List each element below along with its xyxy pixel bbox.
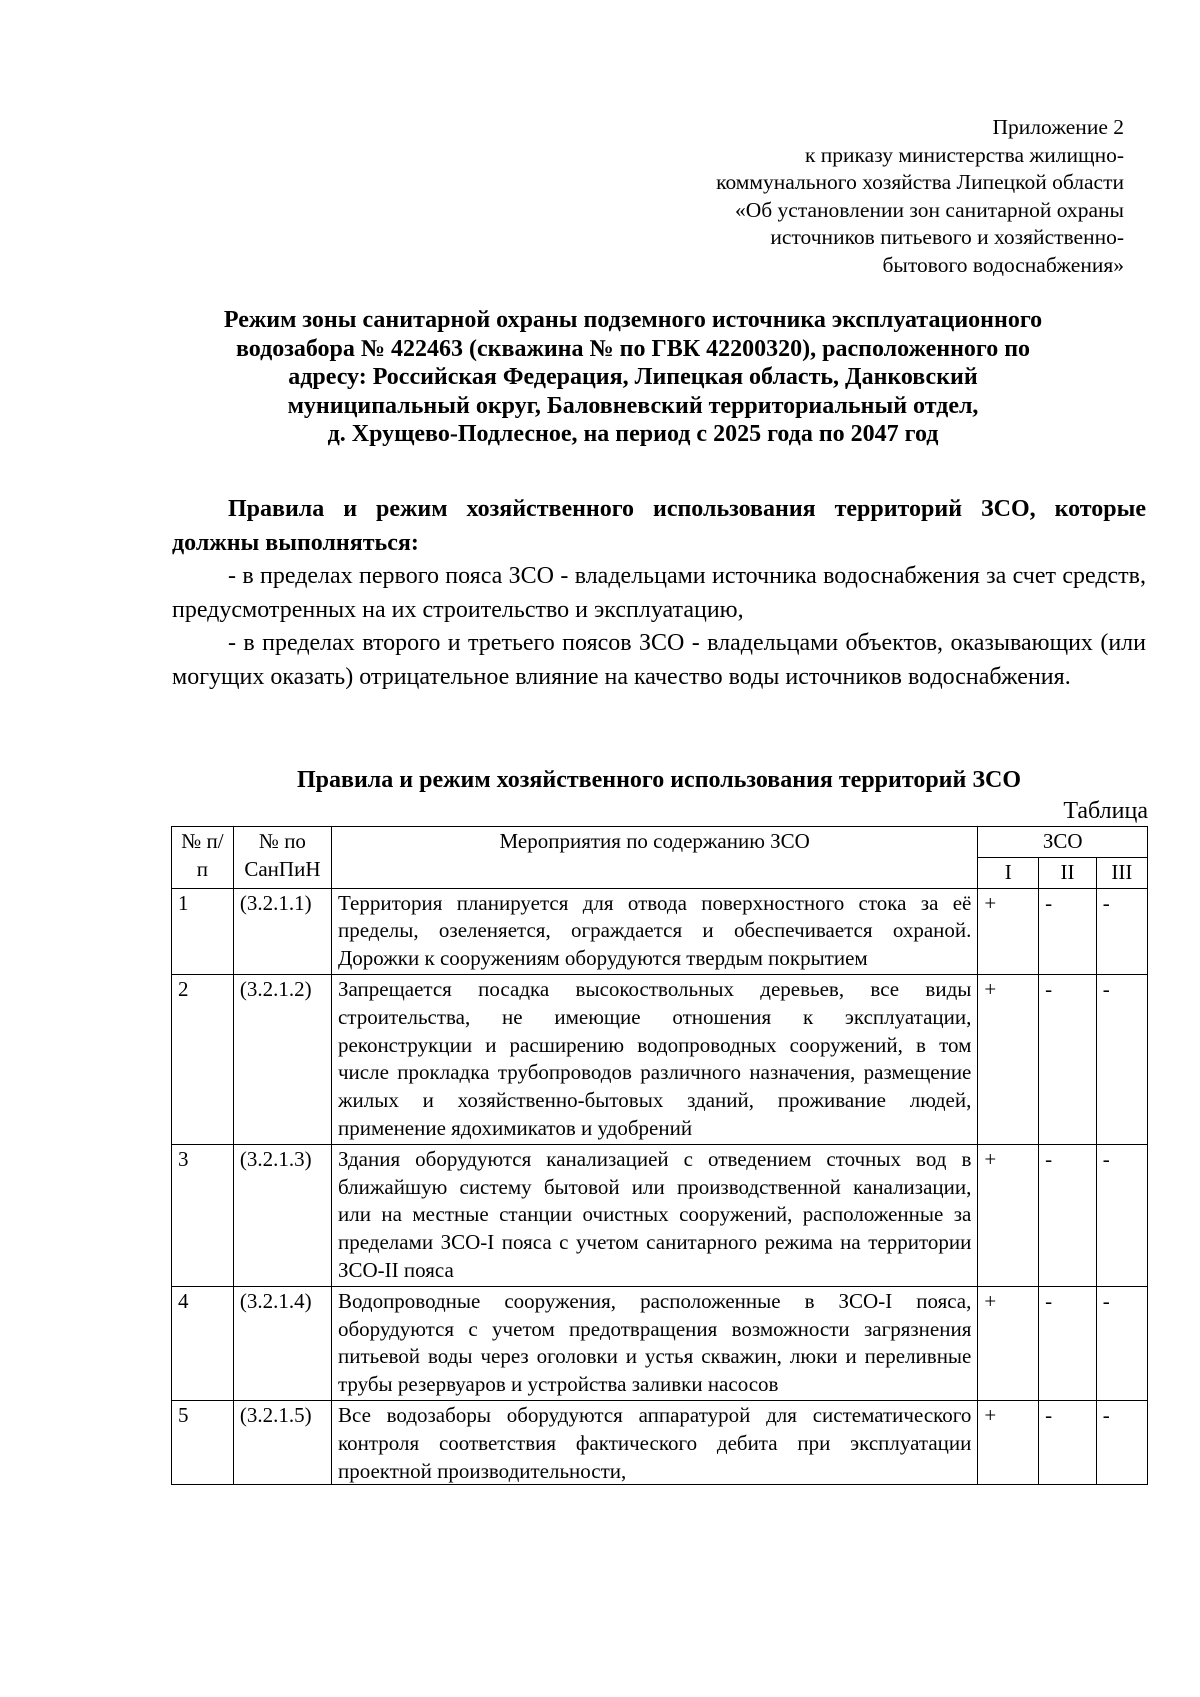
table-row	[172, 888, 1148, 974]
row-zone-1: +	[978, 974, 1039, 1144]
row-zone-2: -	[1039, 974, 1097, 1144]
title-line: муниципальный округ, Баловневский территориальный отдел,	[287, 392, 979, 419]
appendix-header	[564, 114, 1124, 280]
table-row	[172, 1144, 1148, 1286]
row-zone-1: +	[978, 1286, 1039, 1400]
intro-section	[172, 493, 1146, 694]
header-zone-3: III	[1096, 857, 1147, 888]
row-description: Запрещается посадка высокоствольных деревьев, все виды строительства, не имеющие отношения к эксплуатации, реконструкции и расширению водопроводных сооружений, в том числе прокладка трубопроводов различного назначения, размещение жилых и хозяйственно-бытовых зданий, проживание людей, применение ядохимикатов и удобрений	[331, 974, 977, 1144]
row-zone-3: -	[1096, 1286, 1147, 1400]
row-zone-3: -	[1096, 1144, 1147, 1286]
header-zone: ЗСО	[978, 827, 1148, 858]
header-zone-2: II	[1039, 857, 1097, 888]
row-zone-2: -	[1039, 1400, 1097, 1484]
row-zone-2: -	[1039, 888, 1097, 974]
intro-heading: Правила и режим хозяйственного использования территорий ЗСО, которые должны выполняться:	[172, 496, 1146, 556]
row-sanpin: (3.2.1.4)	[233, 1286, 331, 1400]
row-description: Водопроводные сооружения, расположенные в ЗСО-I пояса, оборудуются с учетом предотвращения возможности загрязнения питьевой воды через оголовки и устья скважин, люки и переливные трубы резервуаров и устройства заливки насосов	[331, 1286, 977, 1400]
row-zone-2: -	[1039, 1144, 1097, 1286]
header-measures: Мероприятия по содержанию ЗСО	[331, 827, 977, 889]
row-description: Здания оборудуются канализацией с отведением сточных вод в ближайшую систему бытовой или производственной канализации, или на местные станции очистных сооружений, расположенные за пределами ЗСО-I пояса с учетом санитарного режима на территории ЗСО-II пояса	[331, 1144, 977, 1286]
title-line: Режим зоны санитарной охраны подземного источника эксплуатационного	[223, 307, 1043, 333]
appendix-line: коммунального хозяйства Липецкой области	[716, 170, 1124, 195]
document-title	[165, 306, 1101, 449]
table-title: Правила и режим хозяйственного использования территорий ЗСО	[297, 767, 1021, 793]
table-row	[172, 974, 1148, 1144]
appendix-line: Приложение 2	[992, 115, 1124, 139]
intro-item-first-zone: - в пределах первого пояса ЗСО - владельцами источника водоснабжения за счет средств, предусмотренных на их строительство и эксплуатацию,	[172, 563, 1146, 623]
row-description: Территория планируется для отвода поверхностного стока за её пределы, озеленяется, ограждается и обеспечивается охраной. Дорожки к сооружениям оборудуются твердым покрытием	[331, 888, 977, 974]
appendix-line: бытового водоснабжения»	[882, 252, 1124, 277]
title-line: адресу: Российская Федерация, Липецкая область, Данковский	[288, 364, 978, 390]
title-line: водозабора № 422463 (скважина № по ГВК 42200320), расположенного по	[235, 335, 1031, 362]
row-sanpin: (3.2.1.1)	[233, 888, 331, 974]
row-num: 4	[172, 1286, 234, 1400]
appendix-line: «Об установлении зон санитарной охраны	[734, 197, 1124, 222]
row-num: 5	[172, 1400, 234, 1484]
appendix-line: к приказу министерства жилищно-	[804, 142, 1124, 167]
row-zone-1: +	[978, 888, 1039, 974]
row-sanpin: (3.2.1.5)	[233, 1400, 331, 1484]
title-line: д. Хрущево-Подлесное, на период с 2025 года по 2047 год	[327, 421, 939, 447]
row-num: 3	[172, 1144, 234, 1286]
row-num: 1	[172, 888, 234, 974]
header-zone-1: I	[978, 857, 1039, 888]
row-zone-3: -	[1096, 974, 1147, 1144]
table-row	[172, 1286, 1148, 1400]
row-zone-1: +	[978, 1400, 1039, 1484]
header-num: № п/п	[172, 827, 234, 889]
rules-table	[171, 826, 1148, 1485]
row-description	[331, 1400, 977, 1484]
row-description-text: Все водозаборы оборудуются аппаратурой для систематического контроля соответствия фактического дебита при эксплуатации проектной производительности,	[337, 1402, 972, 1483]
row-zone-3: -	[1096, 1400, 1147, 1484]
row-num: 2	[172, 974, 234, 1144]
row-zone-3: -	[1096, 888, 1147, 974]
intro-item-second-third-zones: - в пределах второго и третьего поясов ЗСО - владельцами объектов, оказывающих (или могущих оказать) отрицательное влияние на качество воды источников водоснабжения.	[172, 630, 1146, 690]
row-zone-1: +	[978, 1144, 1039, 1286]
row-sanpin: (3.2.1.2)	[233, 974, 331, 1144]
row-zone-2: -	[1039, 1286, 1097, 1400]
appendix-line: источников питьевого и хозяйственно-	[770, 225, 1124, 250]
header-sanpin: № по СанПиН	[233, 827, 331, 889]
table-row	[172, 1400, 1148, 1484]
table-caption: Таблица	[1063, 798, 1148, 824]
row-sanpin: (3.2.1.3)	[233, 1144, 331, 1286]
table-header-row	[172, 827, 1148, 858]
